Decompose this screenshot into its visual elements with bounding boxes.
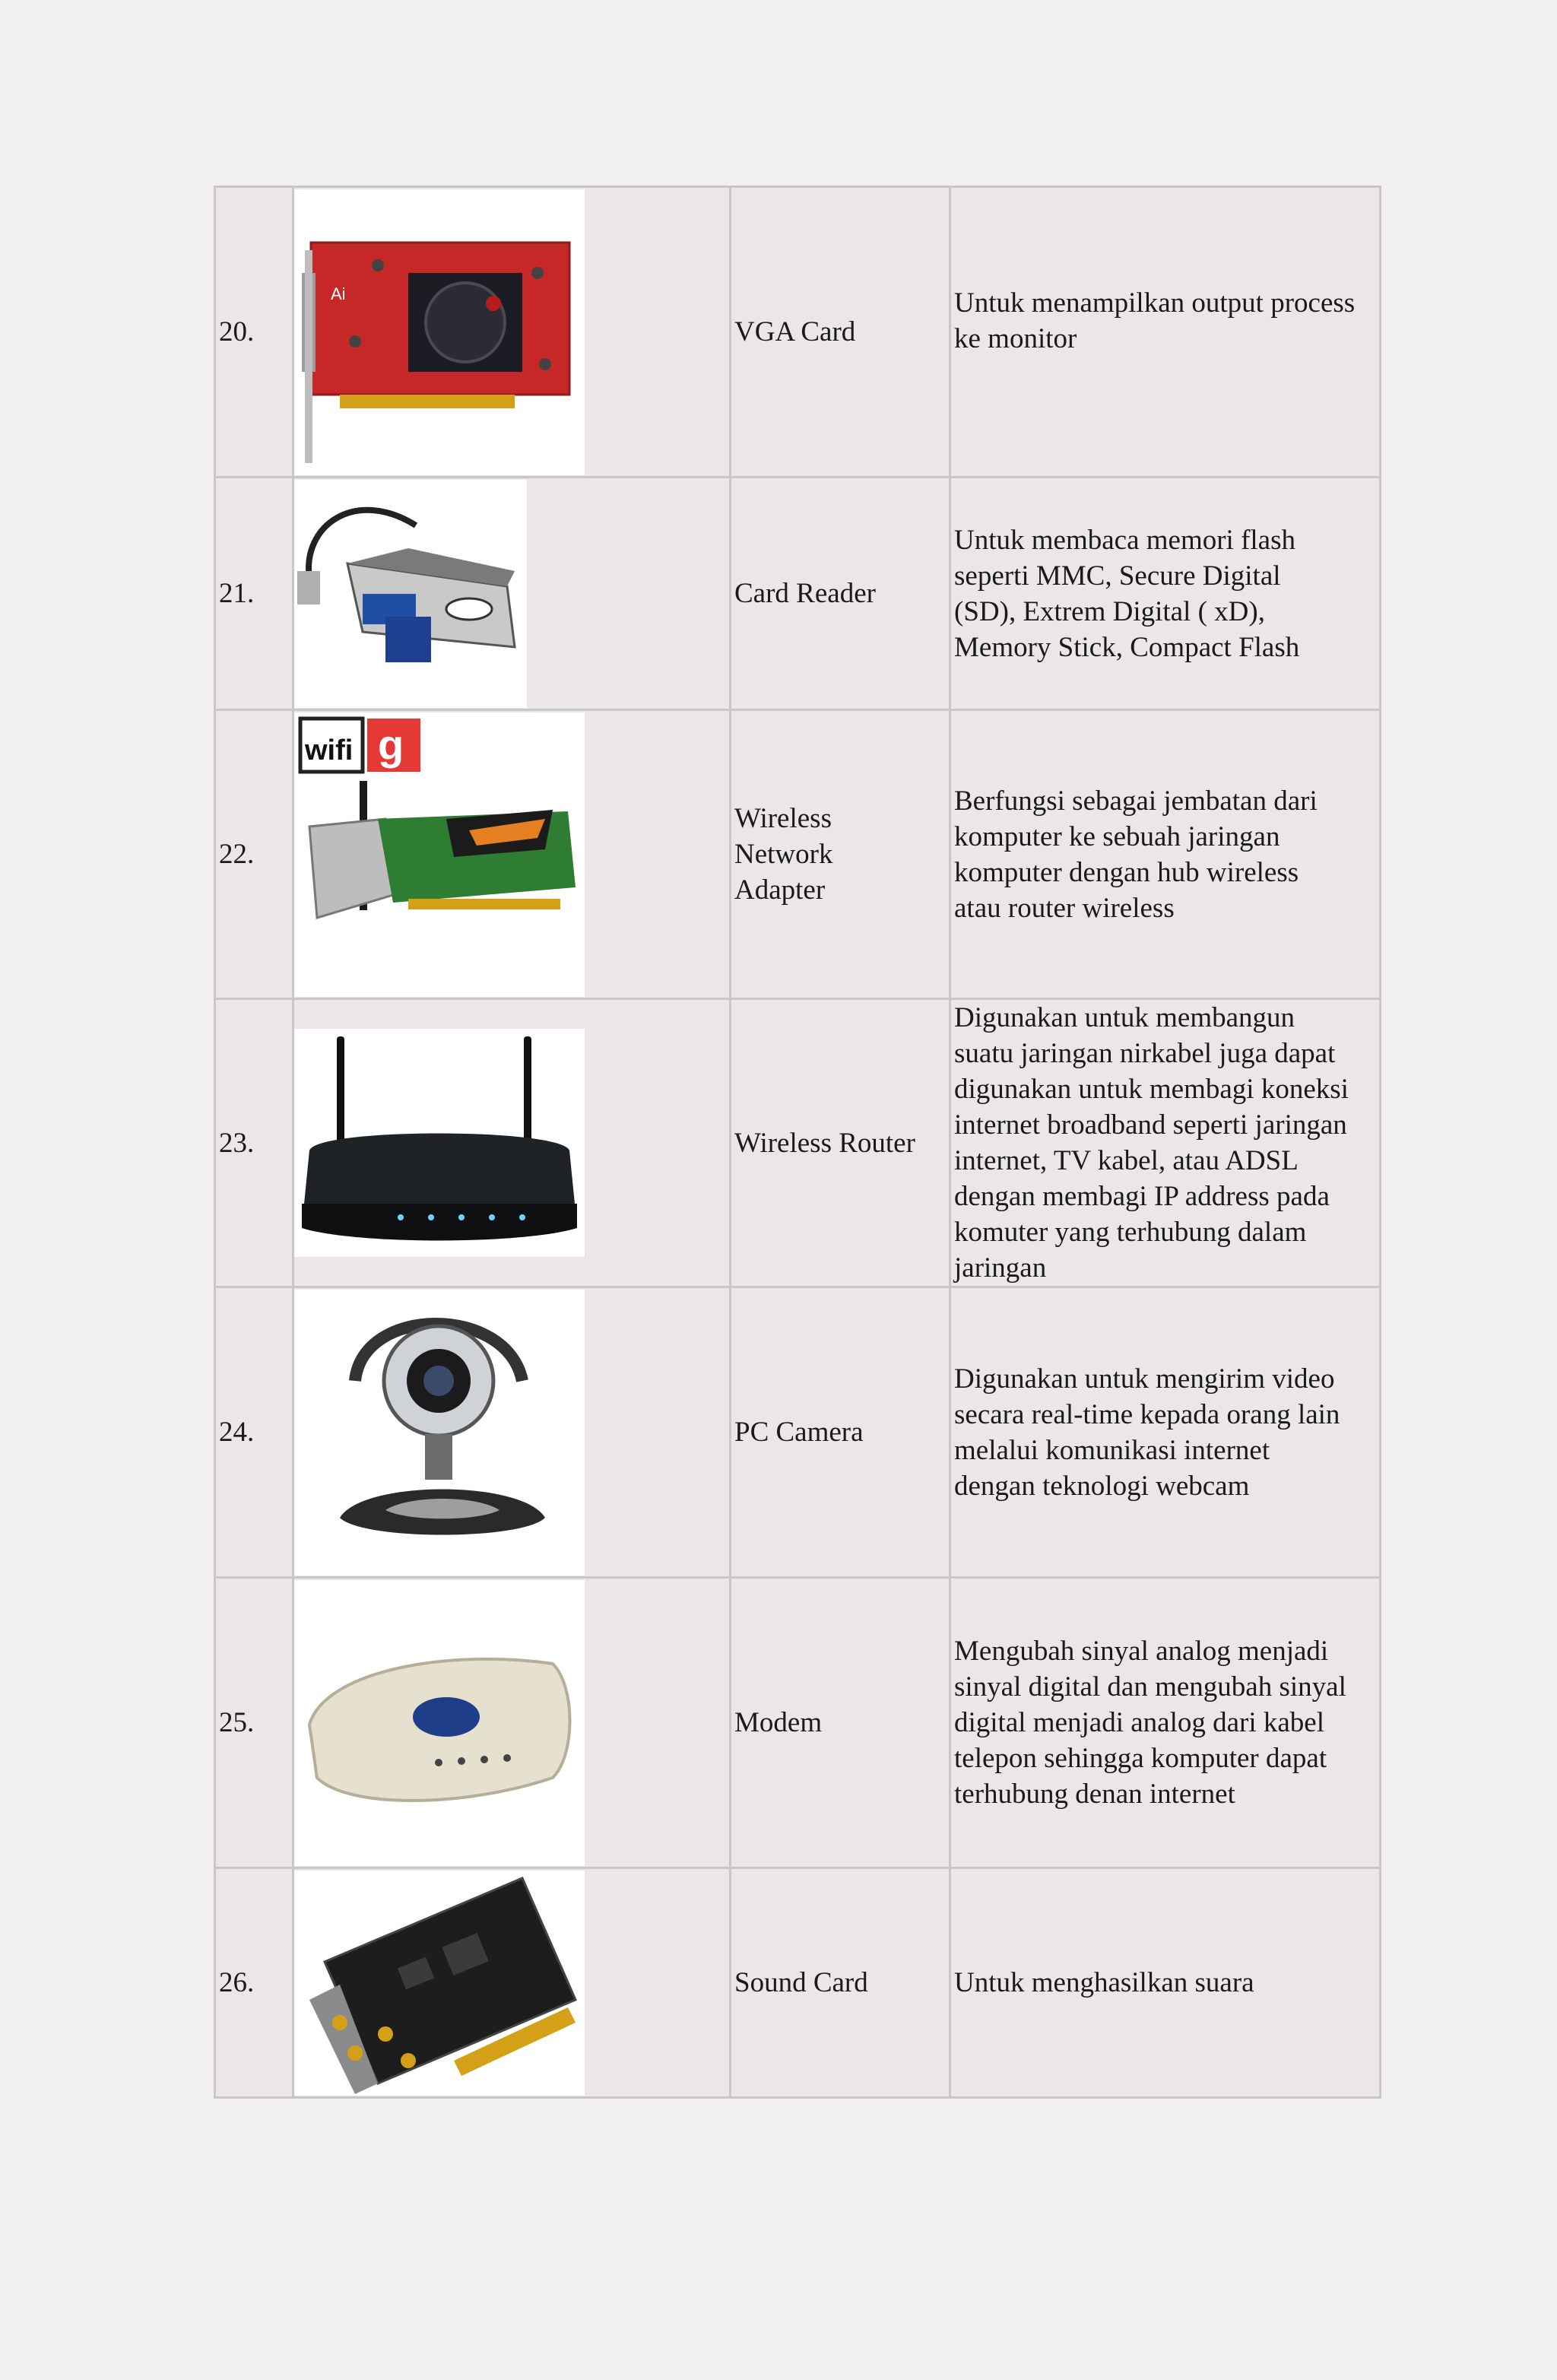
device-description — [950, 478, 1381, 710]
device-name-text: Sound Card — [734, 1967, 868, 1998]
device-name-text: Wireless Router — [734, 1127, 915, 1159]
row-number: 24. — [215, 1287, 293, 1578]
device-description — [950, 1287, 1381, 1578]
wifi-logo-text: wifi — [305, 734, 354, 766]
row-number: 25. — [215, 1578, 293, 1868]
pc-camera-image — [294, 1290, 585, 1576]
table-row — [215, 1578, 1381, 1868]
image-cell — [293, 187, 731, 478]
device-name-text: Wireless Network Adapter — [734, 803, 833, 906]
device-name — [731, 478, 950, 710]
row-number: 21. — [215, 478, 293, 710]
description-text: Untuk menampilkan output process ke monitor — [954, 287, 1356, 354]
device-description — [950, 1868, 1381, 2098]
device-description — [950, 187, 1381, 478]
table-row — [215, 710, 1381, 999]
device-description — [950, 999, 1381, 1287]
wireless-router-image — [294, 1029, 585, 1257]
image-cell — [293, 999, 731, 1287]
device-description — [950, 710, 1381, 999]
device-name-text: VGA Card — [734, 316, 856, 347]
device-name — [731, 1868, 950, 2098]
image-cell — [293, 1578, 731, 1868]
image-cell — [293, 1287, 731, 1578]
image-cell — [293, 710, 731, 999]
device-name-text: PC Camera — [734, 1417, 864, 1448]
svg-text:Ai: Ai — [331, 284, 346, 303]
device-description — [950, 1578, 1381, 1868]
description-text: Digunakan untuk membangun suatu jaringan nirkabel juga dapat digunakan untuk membagi koneksi internet broadband seperti jaringan internet, TV kabel, atau ADSL dengan membagi IP address pada komuter yang terhubung dalam jaringan — [954, 1002, 1349, 1284]
description-text: Digunakan untuk mengirim video secara real-time kepada orang lain melalui komunikasi internet dengan teknologi webcam — [954, 1363, 1340, 1502]
hardware-table — [214, 186, 1381, 2099]
table-row — [215, 999, 1381, 1287]
device-name — [731, 999, 950, 1287]
row-number: 23. — [215, 999, 293, 1287]
table-row — [215, 478, 1381, 710]
description-text: Untuk menghasilkan suara — [954, 1967, 1254, 1998]
table-row — [215, 1868, 1381, 2098]
row-number: 26. — [215, 1868, 293, 2098]
description-text: Berfungsi sebagai jembatan dari komputer ke sebuah jaringan komputer dengan hub wireless atau router wireless — [954, 785, 1318, 924]
card-reader-image — [294, 480, 527, 708]
wireless-adapter-image — [294, 712, 585, 997]
description-text: Mengubah sinyal analog menjadi sinyal digital dan mengubah sinyal digital menjadi analog dari kabel telepon sehingga komputer dapat terhubung denan internet — [954, 1636, 1346, 1810]
vga-card-image — [294, 189, 585, 475]
row-number: 20. — [215, 187, 293, 478]
image-cell — [293, 1868, 731, 2098]
modem-image — [294, 1580, 585, 1866]
device-name — [731, 710, 950, 999]
device-name — [731, 1578, 950, 1868]
device-name-text: Card Reader — [734, 578, 876, 609]
description-text: Untuk membaca memori flash seperti MMC, Secure Digital (SD), Extrem Digital ( xD), Memory Stick, Compact Flash — [954, 524, 1300, 663]
table-row — [215, 1287, 1381, 1578]
table-row — [215, 187, 1381, 478]
svg-text:g: g — [378, 720, 404, 769]
sound-card-image — [294, 1871, 585, 2096]
image-cell — [293, 478, 731, 710]
device-name-text: Modem — [734, 1707, 823, 1738]
device-name — [731, 1287, 950, 1578]
row-number: 22. — [215, 710, 293, 999]
device-name — [731, 187, 950, 478]
